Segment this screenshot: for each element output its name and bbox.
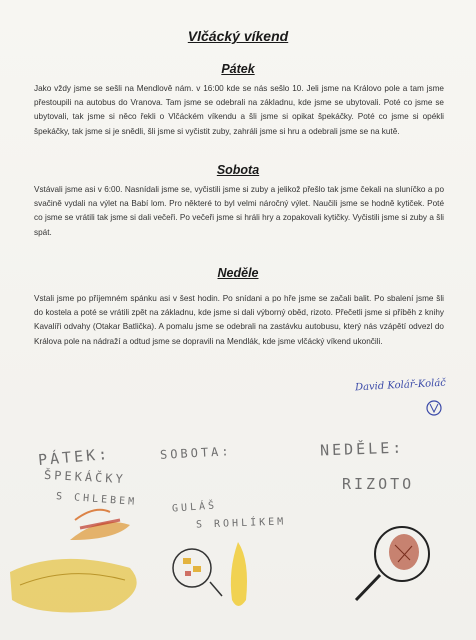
heading-sunday: Neděle [217,266,259,280]
drawing-label-saturday-food: GULÁŠ [171,500,218,515]
paragraph-sunday: Vstali jsme po příjemném spánku asi v šest hodin. Po snídani a po hře jsme se začali balit. Po sbalení jsme šli do kostela a poté se vrátili zpět na základnu, kde jsme si dali výborný oběd, rizoto. Přečetli jsme si příběh z knihy Kavalíři odvahy (Otakar Batlička). A pomalu jsme se odebrali na zastávku autobusu, který nás vzápětí odvezl do Králova pole na nádraží a odtud jsme se dopravili na Mendlák, kde jsme vlčácký víkend ukončili. [34,294,444,346]
author-signature: David Kolář-Koláč [354,377,447,394]
drawing-label-sunday-food: RIZOTO [342,475,415,493]
sausage-drawing [70,510,130,540]
risotto-pan-drawing [356,527,429,600]
paragraph-friday: Jako vždy jsme se sešli na Mendlově nám. v 16:00 kde se nás sešlo 10. Jeli jsme na Královo pole a tam jsme přestoupili na autobus do Vranova. Tam jsme se odebrali na základnu, kde jsme se ubytovali. Poté co jsme se ubytovali, tak jsme si něco řekli o Vlčáckém víkendu a šli jsme si opikat špekáčky. Poté co jsme si opékli špekáčky, tak jsme si je snědli, šli jsme si vyčistit zuby, zahráli jsme si hru a odebrali jsme se na kutě. [34,84,444,136]
heading-saturday: Sobota [216,163,260,177]
paragraph-saturday: Vstávali jsme asi v 6:00. Nasnídali jsme se, vyčistili jsme si zuby a jelikož přešlo tak jsme čekali na sluníčko a po svačině vydali na výlet na Babí lom. Pro některé to byl velmi náročný výlet. Naučili jsme se hodně kytiček. Poté co jsme se vrátili tak jsme si dali večeři. Po večeři jsme si hráli hry a zopakovali kytičky. Vyčistili jsme si zuby a šli spát. [34,185,444,237]
drawing-label-friday-food: ŠPEKÁČKY [43,467,127,487]
drawing-label-sunday: NEDĚLE: [319,438,405,460]
drawing-label-saturday-side: S ROHLÍKEM [195,516,287,531]
roll-drawing [231,542,247,606]
bread-drawing [10,559,137,613]
goulash-plate-drawing [173,549,222,596]
heading-friday: Pátek [221,62,255,76]
drawing-label-friday-side: S CHLEBEM [55,491,138,508]
drawing-label-friday: PÁTEK: [37,444,111,470]
document-title: Vlčácký víkend [187,28,289,44]
drawing-label-saturday: SOBOTA: [159,444,232,462]
scout-emblem-icon [427,401,441,415]
